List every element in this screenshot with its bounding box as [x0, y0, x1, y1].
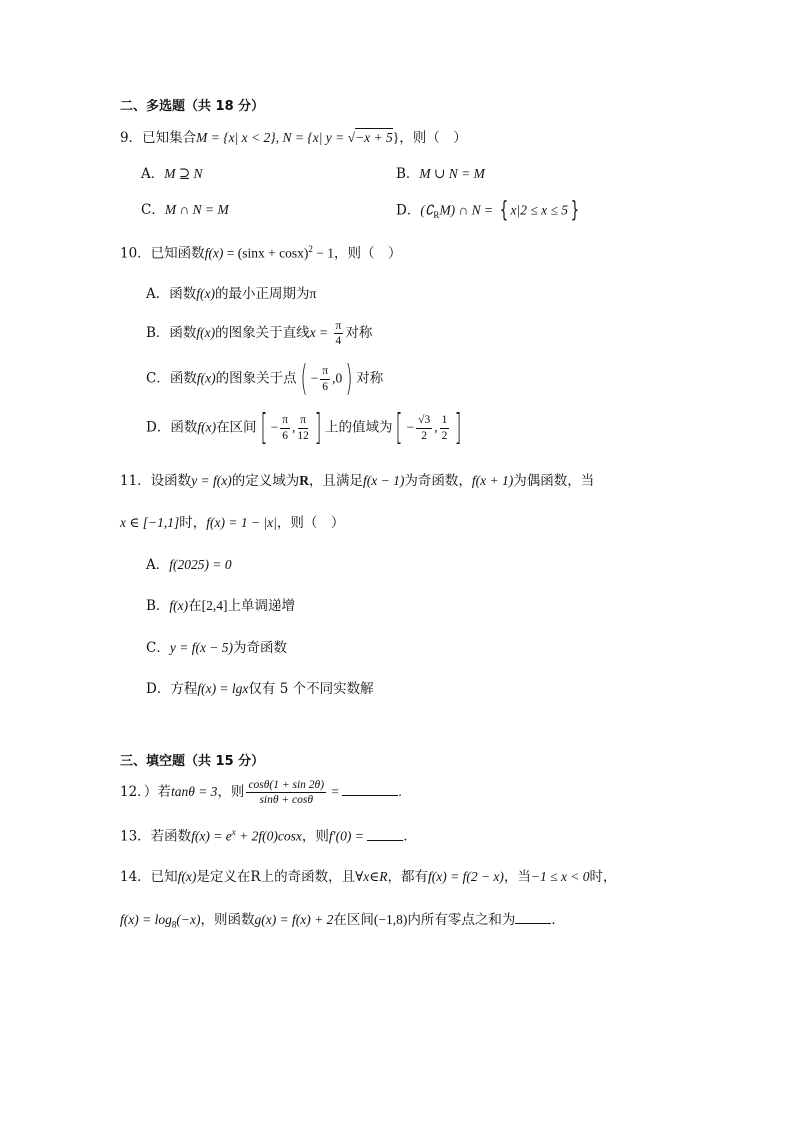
q11-option-a[interactable]: A．f(2025) = 0: [146, 557, 232, 573]
question-9-stem: 9．已知集合M = {x| x < 2}, N = {x| y = √−x + 5}，则（ ）: [120, 130, 467, 146]
q9-sqrt-content: −x + 5: [355, 130, 393, 145]
q9-option-d[interactable]: D．$(∁_RM)$ ∩ N = { x|2 ≤ x ≤ 5 }: [396, 198, 580, 223]
q14-answer-blank[interactable]: [515, 922, 551, 924]
q11-option-d[interactable]: D．方程f(x) = lgx仅有 5 个不同实数解: [146, 681, 374, 697]
q10-option-c[interactable]: C．函数f(x)的图象关于点( − $\frac{\pi}{6}$ ,0) 对称: [146, 358, 384, 399]
q10-option-b[interactable]: B．函数f(x)的图象关于直线x = $\frac{\pi}{4}$ 对称: [146, 320, 373, 348]
q12-answer-blank[interactable]: [342, 794, 398, 796]
q10-option-a[interactable]: A．函数f(x)的最小正周期为π: [146, 286, 317, 302]
q9-tail: ，则（ ）: [399, 130, 467, 146]
section-title-multiple-choice: 二、多选题（共 18 分）: [120, 99, 265, 114]
section-title-fill-in-blank: 三、填空题（共 15 分）: [120, 754, 265, 769]
question-11-stem-line2: x ∈ [−1,1]时，f(x) = 1 − |x|，则（ ）: [120, 515, 345, 531]
question-14-line2: $f(x) = \log_8(-x)$，则函数g(x) = f(x) + 2在区间(−1,8)内所有零点之和为 ．: [120, 912, 565, 930]
q9-set-m: M = {x| x < 2}: [196, 130, 276, 145]
question-13: 13．若函数$f(x) = e^x + 2f(0)\cos x$，则f′(0) = ．: [120, 827, 417, 845]
q9-option-b[interactable]: B．M ∪ N = M: [396, 166, 485, 182]
q11-option-c[interactable]: C．y = f(x − 5)为奇函数: [146, 640, 288, 656]
q9-option-a[interactable]: A．M ⊇ N: [141, 166, 203, 182]
q9-set-n: N = {x| y =: [282, 130, 348, 145]
q13-answer-blank[interactable]: [367, 839, 403, 841]
question-14-line1: 14．已知f(x)是定义在R上的奇函数，且∀x∈R，都有f(x) = f(2 − x)，当−1 ≤ x < 0时，: [120, 869, 617, 885]
q11-option-b[interactable]: B．f(x)在[2,4]上单调递增: [146, 598, 296, 614]
q9-lead: 9．已知集合: [120, 130, 197, 146]
question-11-stem-line1: 11．设函数y = f(x)的定义域为R，且满足f(x − 1)为奇函数，f(x + 1)为偶函数，当: [120, 473, 595, 489]
question-10-stem: 10．已知函数$f(x) = (\sin x + \cos x)^2 - 1$，则（ ）: [120, 244, 402, 262]
q9-set-n-end: }: [392, 130, 400, 145]
question-12: 12．）若tanθ = 3，则 $\frac{\cos\theta(1 + \sin 2\theta)}{\sin\theta + \cos\theta}$ = .: [120, 779, 402, 807]
q9-option-c[interactable]: C．M ∩ N = M: [141, 202, 229, 218]
q10-option-d[interactable]: D．函数f(x)在区间[ − $\frac{\pi}{6}$ , $\frac{\pi}{12}$ ] 上的值域为[ − $\frac{√3}{2}$ , $\frac{1}{2}$ ]: [146, 407, 462, 448]
